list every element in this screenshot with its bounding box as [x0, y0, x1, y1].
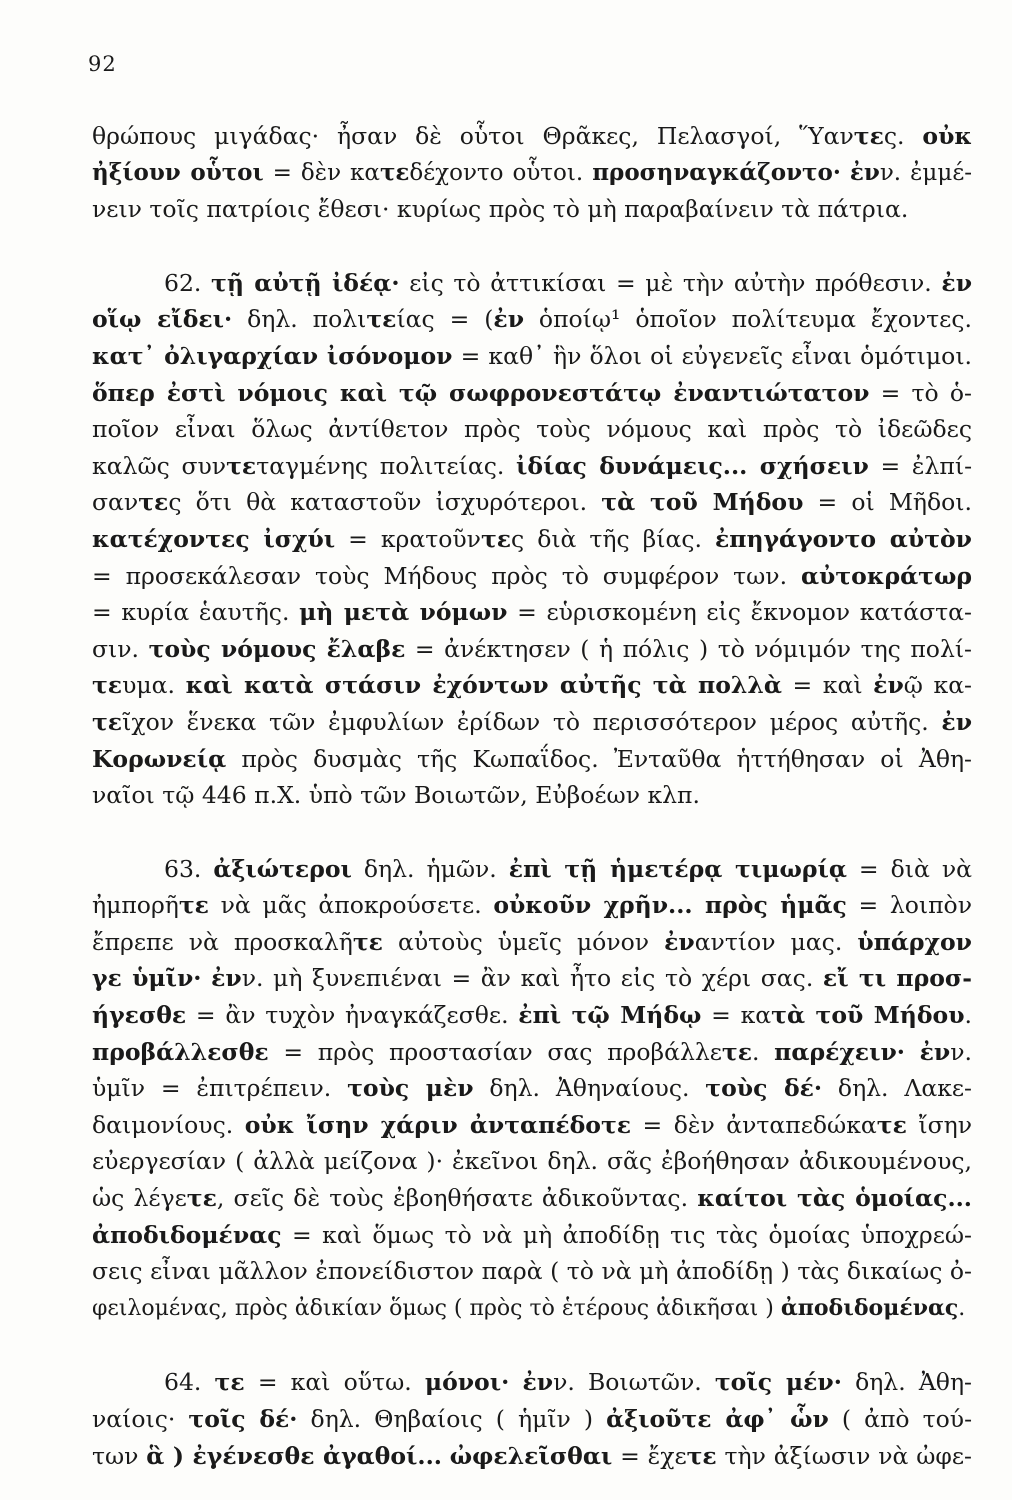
text-line: καλῶς συντεταγμένης πολιτείας. ἰδίας δυνάμεις... σχήσειν = ἐλπί-: [92, 451, 973, 480]
text-line: = προσεκάλεσαν τοὺς Μήδους πρὸς τὸ συμφέρον των. αὐτοκράτωρ: [92, 561, 972, 590]
text-line: σιν. τοὺς νόμους ἔλαβε = ἀνέκτησεν ( ἡ πόλις ) τὸ νόμιμόν της πολί-: [92, 634, 972, 663]
text-line: γε ὑμῖν· ἐνν. μὴ ξυνεπιέναι = ἂν καὶ ἦτο εἰς τὸ χέρι σας. εἴ τι προσ-: [92, 964, 972, 993]
text-line: ήγεσθε = ἂν τυχὸν ἠναγκάζεσθε. ἐπὶ τῷ Μήδῳ = κατὰ τοῦ Μήδου.: [92, 1001, 972, 1030]
text-line: ἠμπορῆτε νὰ μᾶς ἀποκρούσετε. οὐκοῦν χρῆν... πρὸς ἡμᾶς = λοιπὸν: [92, 891, 972, 920]
text-line: = κυρία ἑαυτῆς. μὴ μετὰ νόμων = εὑρισκομένη εἰς ἔκνομον κατάστα-: [92, 598, 972, 627]
text-line: σαντες ὅτι θὰ καταστοῦν ἰσχυρότεροι. τὰ τοῦ Μήδου = οἱ Μῆδοι.: [92, 488, 972, 517]
text-line: εὐεργεσίαν ( ἀλλὰ μείζονα )· ἐκεῖνοι δηλ. σᾶς ἐβοήθησαν ἀδικουμένους,: [92, 1147, 972, 1176]
text-line: ναίοις· τοῖς δέ· δηλ. Θηβαίοις ( ἡμῖν ) ἀξιοῦτε ἀφ᾽ ὧν ( ἀπὸ τού-: [92, 1405, 973, 1433]
text-line: δαιμονίους. οὐκ ἴσην χάριν ἀνταπέδοτε = δὲν ἀνταπεδώκατε ἴσην: [92, 1110, 972, 1139]
text-line: νειν τοῖς πατρίοις ἔθεσι· κυρίως πρὸς τὸ μὴ παραβαίνειν τὰ πάτρια.: [92, 195, 909, 224]
paragraph-63: [92, 851, 972, 1328]
text-line: ὅπερ ἐστὶ νόμοις καὶ τῷ σωφρονεστάτῳ ἐναντιώτατον = τὸ ὁ-: [92, 378, 972, 407]
text-line: των ἃ ) ἐγένεσθε ἀγαθοί... ὠφελεῖσθαι = ἔχετε τὴν ἀξίωσιν νὰ ὠφε-: [92, 1441, 972, 1470]
text-line: Κορωνείᾳ πρὸς δυσμὰς τῆς Κωπαΐδος. Ἐνταῦθα ἡττήθησαν οἱ Ἀθη-: [92, 744, 972, 773]
text-line: ναῖοι τῷ 446 π.Χ. ὑπὸ τῶν Βοιωτῶν, Εὐβοέων κλπ.: [92, 781, 700, 810]
text-line: προβάλλεσθε = πρὸς προστασίαν σας προβάλλετε. παρέχειν· ἐνν.: [92, 1037, 972, 1066]
commentary-text: [92, 118, 972, 1474]
paragraph-continuation: [92, 118, 972, 228]
text-line: ἀποδιδομένας = καὶ ὅμως τὸ νὰ μὴ ἀποδίδῃ τις τὰς ὁμοίας ὑποχρεώ-: [92, 1220, 972, 1249]
text-line: θρώπους μιγάδας· ἦσαν δὲ οὗτοι Θρᾶκες, Πελασγοί, Ὕαντες. οὐκ: [92, 122, 972, 150]
text-line: 62. τῇ αὐτῇ ἰδέᾳ· εἰς τὸ ἀττικίσαι = μὲ τὴν αὐτὴν πρόθεσιν. ἐν: [164, 268, 973, 297]
text-line: ἔπρεπε νὰ προσκαλῆτε αὐτοὺς ὑμεῖς μόνον ἐναντίον μας. ὑπάρχον: [92, 927, 972, 956]
text-line: τευμα. καὶ κατὰ στάσιν ἐχόντων αὐτῆς τὰ πολλὰ = καὶ ἐνῷ κα-: [92, 671, 972, 700]
paragraph-62: [92, 265, 972, 814]
text-line: τεῖχον ἕνεκα τῶν ἐμφυλίων ἐρίδων τὸ περισσότερον μέρος αὐτῆς. ἐν: [92, 707, 972, 736]
text-line: φειλομένας, πρὸς ἀδικίαν ὅμως ( πρὸς τὸ ἑτέρους ἀδικῆσαι ) ἀποδιδομένας.: [92, 1294, 966, 1321]
text-line: κατέχοντες ἰσχύι = κρατοῦντες διὰ τῆς βίας. ἐπηγάγοντο αὐτὸν: [92, 524, 972, 553]
text-line: ὑμῖν = ἐπιτρέπειν. τοὺς μὲν δηλ. Ἀθηναίους. τοὺς δέ· δηλ. Λακε-: [92, 1074, 972, 1103]
text-line: 63. ἀξιώτεροι δηλ. ἡμῶν. ἐπὶ τῇ ἡμετέρᾳ τιμωρίᾳ = διὰ νὰ: [164, 854, 972, 883]
text-line: ποῖον εἶναι ὅλως ἀντίθετον πρὸς τοὺς νόμους καὶ πρὸς τὸ ἰδεῶδες: [92, 415, 972, 444]
text-line: ὡς λέγετε, σεῖς δὲ τοὺς ἐβοηθήσατε ἀδικοῦντας. καίτοι τὰς ὁμοίας...: [92, 1184, 972, 1213]
text-line: οἵῳ εἴδει· δηλ. πολιτείας = (ἐν ὁποίῳ¹ ὁποῖον πολίτευμα ἔχοντες.: [92, 305, 972, 334]
text-line: ἠξίουν οὗτοι = δὲν κατεδέχοντο οὗτοι. προσηναγκάζοντο· ἐνν. ἐμμέ-: [92, 158, 973, 186]
paragraph-64: [92, 1364, 972, 1474]
text-line: 64. τε = καὶ οὕτω. μόνοι· ἐνν. Βοιωτῶν. τοῖς μέν· δηλ. Ἀθη-: [164, 1368, 972, 1397]
page-number: 92: [88, 52, 117, 76]
text-line: κατ᾽ ὀλιγαρχίαν ἰσόνομον = καθ᾽ ἣν ὅλοι οἱ εὐγενεῖς εἶναι ὁμότιμοι.: [92, 341, 973, 370]
text-line: σεις εἶναι μᾶλλον ἐπονείδιστον παρὰ ( τὸ νὰ μὴ ἀποδίδῃ ) τὰς δικαίως ὀ-: [92, 1257, 972, 1286]
